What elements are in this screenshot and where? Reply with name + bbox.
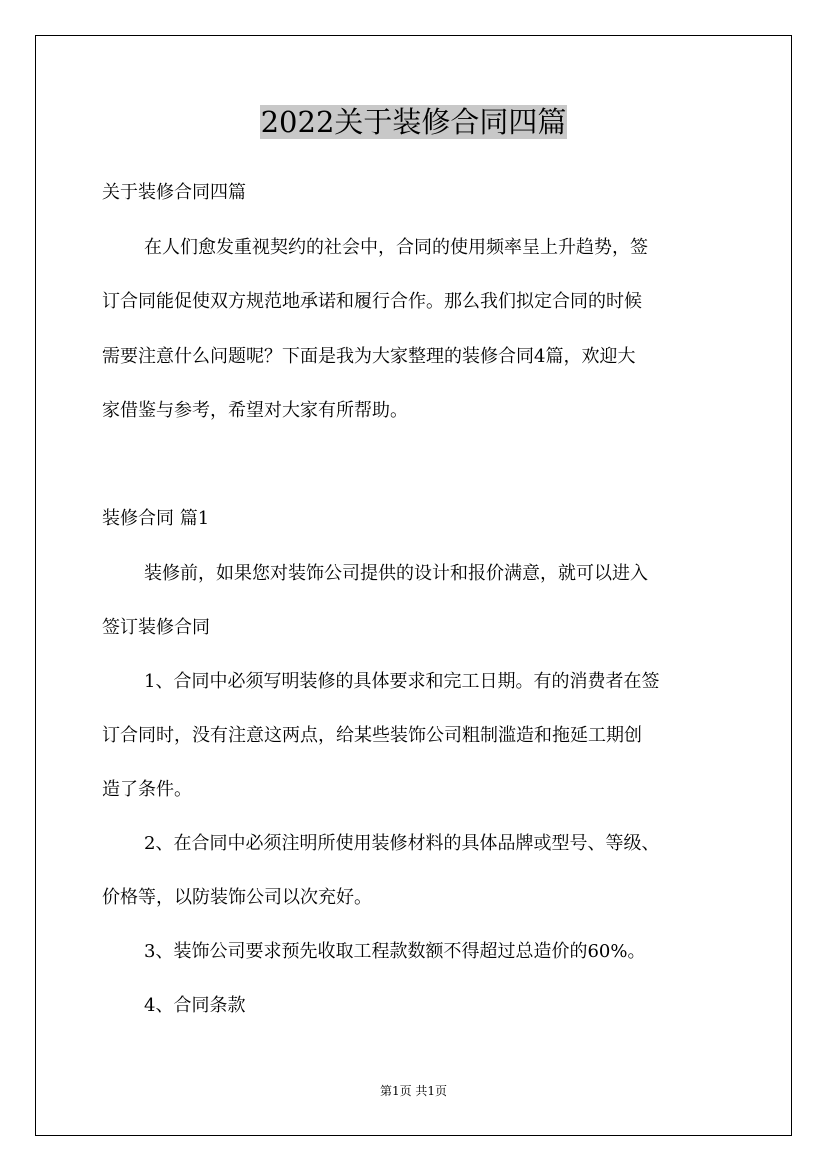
intro-line-4: 家借鉴与参考，希望对大家有所帮助。 xyxy=(102,400,408,421)
document-title-text: 2022关于装修合同四篇 xyxy=(260,105,567,139)
section-para-line-1: 装修前，如果您对装饰公司提供的设计和报价满意，就可以进入 xyxy=(144,563,648,584)
page-footer: 第1页 共1页 xyxy=(379,1084,448,1098)
intro-line-3: 需要注意什么问题呢？下面是我为大家整理的装修合同4篇，欢迎大 xyxy=(102,346,636,367)
section-para-line-2: 签订装修合同 xyxy=(102,617,210,638)
item-4: 4、合同条款 xyxy=(144,995,246,1016)
item-2-line-1: 2、在合同中必须注明所使用装修材料的具体品牌或型号、等级、 xyxy=(144,833,660,854)
document-subtitle: 关于装修合同四篇 xyxy=(102,182,246,203)
item-3: 3、装饰公司要求预先收取工程款数额不得超过总造价的60%。 xyxy=(144,941,646,962)
section-heading: 装修合同 篇1 xyxy=(102,508,210,529)
item-1-line-3: 造了条件。 xyxy=(102,779,192,800)
intro-line-2: 订合同能促使双方规范地承诺和履行合作。那么我们拟定合同的时候 xyxy=(102,291,642,312)
intro-line-1: 在人们愈发重视契约的社会中，合同的使用频率呈上升趋势，签 xyxy=(144,237,648,258)
document-title xyxy=(0,100,827,144)
item-2-line-2: 价格等，以防装饰公司以次充好。 xyxy=(102,887,372,908)
item-1-line-2: 订合同时，没有注意这两点，给某些装饰公司粗制滥造和拖延工期创 xyxy=(102,725,642,746)
item-1-line-1: 1、合同中必须写明装修的具体要求和完工日期。有的消费者在签 xyxy=(144,671,660,692)
